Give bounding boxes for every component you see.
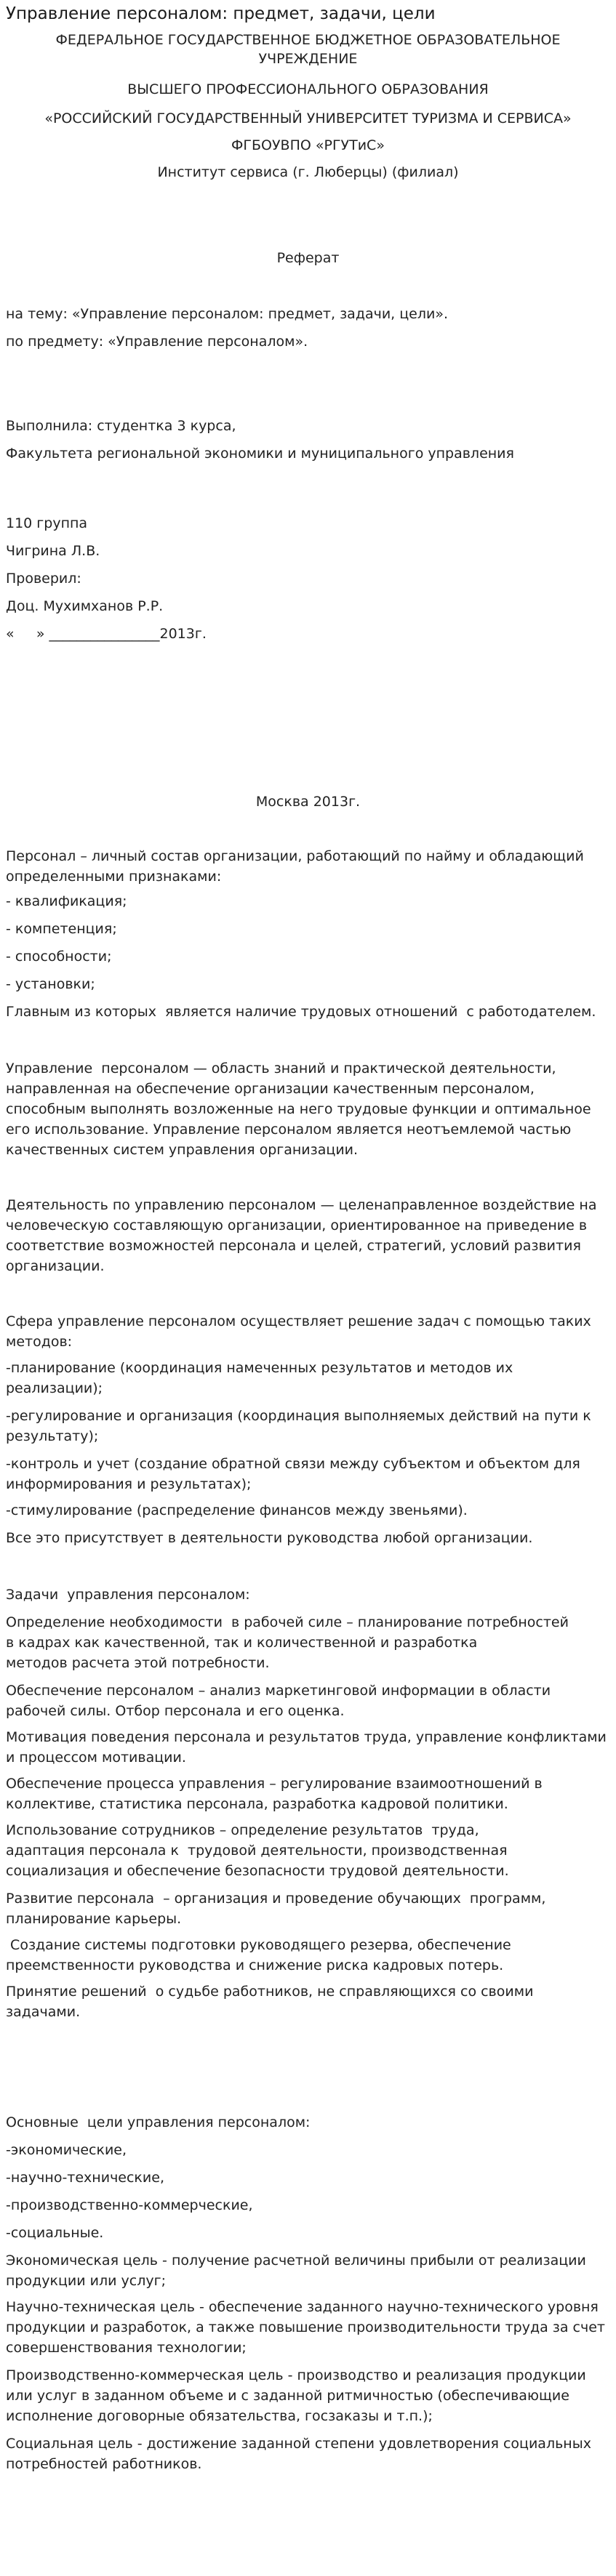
tasks-heading: Задачи управления персоналом:: [6, 1587, 250, 1603]
task-item: Создание системы подготовки руководящего резерва, обеспечение преемственности руководства и снижение риска кадровых потерь.: [6, 1937, 516, 1973]
task-item: Обеспечение процесса управления – регулирование взаимоотношений в коллективе, статистика персонала, разработка кадровой политики.: [6, 1776, 547, 1812]
task-item: Использование сотрудников – определение результатов труда, адаптация персонала к трудовой деятельности, производственная социализация и обеспечение безопасности трудовой деятельности.: [6, 1822, 509, 1879]
author-line-1: Выполнила: студентка 3 курса,: [6, 418, 236, 434]
task-item: Принятие решений о судьбе работников, не справляющихся со своими задачами.: [6, 1984, 538, 2020]
method-item: -контроль и учет (создание обратной связи между субъектом и объектом для информирования и результатах);: [6, 1456, 585, 1492]
task-item: Определение необходимости в рабочей силе – планирование потребностей в кадрах как качественной, так и количественной и разработка методов расчета этой потребности.: [6, 1614, 569, 1671]
header-line-3: ВЫСШЕГО ПРОФЕССИОНАЛЬНОГО ОБРАЗОВАНИЯ: [127, 81, 489, 97]
paragraph-methods-end: Все это присутствует в деятельности руководства любой организации.: [6, 1530, 533, 1546]
header-line-1: ФЕДЕРАЛЬНОЕ ГОСУДАРСТВЕННОЕ БЮДЖЕТНОЕ ОБРАЗОВАТЕЛЬНОЕ: [55, 32, 561, 48]
page-title: Управление персоналом: предмет, задачи, цели: [6, 4, 436, 23]
header-line-6: Институт сервиса (г. Люберцы) (филиал): [157, 164, 459, 180]
goals-heading: Основные цели управления персоналом:: [6, 2114, 311, 2130]
header-line-4: «РОССИЙСКИЙ ГОСУДАРСТВЕННЫЙ УНИВЕРСИТЕТ ТУРИЗМА И СЕРВИСА»: [44, 110, 572, 126]
goal-detail: Экономическая цель - получение расчетной величины прибыли от реализации продукции или услуг;: [6, 2253, 591, 2289]
task-item: Мотивация поведения персонала и результатов труда, управление конфликтами и процессом мотивации.: [6, 1729, 611, 1766]
topic-line: на тему: «Управление персоналом: предмет, задачи, цели».: [6, 306, 449, 322]
goal-item: -производственно-коммерческие,: [6, 2197, 253, 2213]
author-line-2: Факультета региональной экономики и муниципального управления: [6, 446, 514, 462]
reviewer-label: Проверил:: [6, 571, 81, 587]
paragraph-personnel: Персонал – личный состав организации, работающий по найму и обладающий определенными признаками:: [6, 848, 588, 885]
method-item: -планирование (координация намеченных результатов и методов их реализации);: [6, 1360, 518, 1396]
method-item: -регулирование и организация (координация выполняемых действий на пути к результату);: [6, 1408, 596, 1444]
paragraph-management-definition: Управление персоналом — область знаний и практической деятельности, направленная на обеспечение организации качественным персоналом, способным выполнять возложенные на него трудовые функции и оптимальное его использование. Управление персоналом является неотъемлемой частью качественных систем управления организации.: [6, 1060, 596, 1158]
paragraph-methods: Сфера управление персоналом осуществляет решение задач с помощью таких методов:: [6, 1313, 596, 1350]
reviewer-name: Доц. Мухимханов Р.Р.: [6, 598, 164, 614]
goal-item: -экономические,: [6, 2142, 127, 2158]
doc-type: Реферат: [276, 250, 340, 266]
date-line: « » ________________2013г.: [6, 626, 207, 642]
paragraph-main-sign: Главным из которых является наличие трудовых отношений с работодателем.: [6, 1004, 596, 1020]
list-item: - способности;: [6, 949, 112, 965]
goal-detail: Научно-техническая цель - обеспечение заданного научно-технического уровня продукции и разработок, а также повышение производительности труда за счет совершенствования технологии;: [6, 2299, 610, 2356]
task-item: Обеспечение персоналом – анализ маркетинговой информации в области рабочей силы. Отбор персонала и его оценка.: [6, 1683, 556, 1719]
author-name: Чигрина Л.В.: [6, 543, 100, 559]
author-group: 110 группа: [6, 515, 88, 531]
list-item: - квалификация;: [6, 893, 127, 909]
list-item: - установки;: [6, 976, 95, 992]
task-item: Развитие персонала – организация и проведение обучающих программ, планирование карьеры.: [6, 1891, 551, 1927]
paragraph-activity: Деятельность по управлению персоналом — целенаправленное воздействие на человеческую составляющую организации, ориентированное на приведение в соответствие возможностей персонала и целей, стратегий, условий развития организации.: [6, 1197, 601, 1274]
method-item: -стимулирование (распределение финансов между звеньями).: [6, 1502, 468, 1518]
header-line-5: ФГБОУВПО «РГУТиС»: [231, 137, 385, 153]
goal-item: -социальные.: [6, 2225, 104, 2241]
goal-item: -научно-технические,: [6, 2170, 164, 2186]
subject-line: по предмету: «Управление персоналом».: [6, 334, 308, 350]
city-year: Москва 2013г.: [255, 794, 361, 810]
goal-detail: Социальная цель - достижение заданной степени удовлетворения социальных потребностей работников.: [6, 2436, 596, 2472]
header-line-2: УЧРЕЖДЕНИЕ: [258, 51, 358, 67]
goal-detail: Производственно-коммерческая цель - производство и реализация продукции или услуг в заданном объеме и с заданной ритмичностью (обеспечивающие исполнение договорные обязательства, госзаказы и т.п.);: [6, 2367, 591, 2424]
list-item: - компетенция;: [6, 921, 117, 937]
